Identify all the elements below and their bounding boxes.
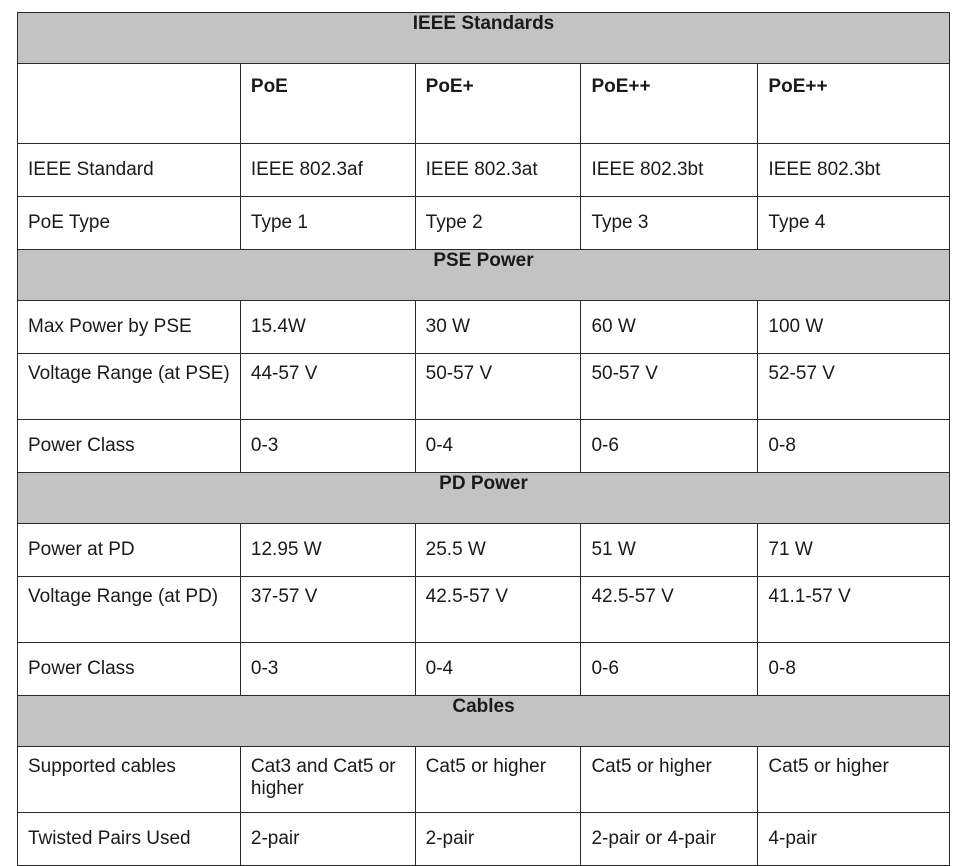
table-cell: 50-57 V	[581, 354, 758, 420]
row-label: IEEE Standard	[18, 144, 241, 197]
table-cell: 44-57 V	[240, 354, 415, 420]
table-row-poe-type	[18, 197, 950, 250]
column-header-poe-plus-plus-type4: PoE++	[758, 64, 950, 144]
table-cell: 2-pair or 4-pair	[581, 813, 758, 866]
table-cell: Cat5 or higher	[581, 747, 758, 813]
section-row-pse-power	[18, 250, 950, 301]
table-cell: 0-6	[581, 420, 758, 473]
section-header-pse-power: PSE Power	[18, 250, 950, 301]
table-cell: 12.95 W	[240, 524, 415, 577]
table-cell: IEEE 802.3at	[415, 144, 581, 197]
table-cell: 0-8	[758, 643, 950, 696]
table-cell: IEEE 802.3bt	[581, 144, 758, 197]
column-header-poe-plus-plus-type3: PoE++	[581, 64, 758, 144]
table-row-voltage-range-pd	[18, 577, 950, 643]
table-row-supported-cables	[18, 747, 950, 813]
table-cell: 37-57 V	[240, 577, 415, 643]
table-cell: 71 W	[758, 524, 950, 577]
table-cell: 100 W	[758, 301, 950, 354]
table-row-power-at-pd	[18, 524, 950, 577]
row-label: PoE Type	[18, 197, 241, 250]
table-cell: 4-pair	[758, 813, 950, 866]
row-label: Twisted Pairs Used	[18, 813, 241, 866]
table-cell: IEEE 802.3bt	[758, 144, 950, 197]
row-label: Voltage Range (at PD)	[18, 577, 241, 643]
table-cell: 2-pair	[415, 813, 581, 866]
table-cell: Type 1	[240, 197, 415, 250]
column-header-poe: PoE	[240, 64, 415, 144]
table-cell: 0-3	[240, 420, 415, 473]
table-row-power-class-pd	[18, 643, 950, 696]
column-header-empty	[18, 64, 241, 144]
table-cell: Type 3	[581, 197, 758, 250]
row-label: Power at PD	[18, 524, 241, 577]
table-cell: Cat5 or higher	[415, 747, 581, 813]
section-header-pd-power: PD Power	[18, 473, 950, 524]
section-row-ieee-standards	[18, 13, 950, 64]
table-cell: 0-3	[240, 643, 415, 696]
row-label: Max Power by PSE	[18, 301, 241, 354]
table-cell: Cat3 and Cat5 or higher	[240, 747, 415, 813]
table-cell: 52-57 V	[758, 354, 950, 420]
row-label: Supported cables	[18, 747, 241, 813]
section-row-pd-power	[18, 473, 950, 524]
table-cell: 0-6	[581, 643, 758, 696]
table-cell: Type 4	[758, 197, 950, 250]
column-header-row	[18, 64, 950, 144]
table-row-twisted-pairs	[18, 813, 950, 866]
table-row-ieee-standard	[18, 144, 950, 197]
table-cell: 0-4	[415, 420, 581, 473]
table-cell: Cat5 or higher	[758, 747, 950, 813]
table-cell: 15.4W	[240, 301, 415, 354]
table-row-voltage-range-pse	[18, 354, 950, 420]
table-cell: 2-pair	[240, 813, 415, 866]
table-row-power-class-pse	[18, 420, 950, 473]
table-cell: 42.5-57 V	[415, 577, 581, 643]
table-cell: 0-8	[758, 420, 950, 473]
poe-standards-table	[17, 12, 950, 866]
section-header-cables: Cables	[18, 696, 950, 747]
table-row-max-power-pse	[18, 301, 950, 354]
column-header-poe-plus: PoE+	[415, 64, 581, 144]
row-label: Power Class	[18, 420, 241, 473]
table-cell: Type 2	[415, 197, 581, 250]
table-cell: 0-4	[415, 643, 581, 696]
table-cell: 50-57 V	[415, 354, 581, 420]
table-cell: 25.5 W	[415, 524, 581, 577]
table-cell: IEEE 802.3af	[240, 144, 415, 197]
table-cell: 51 W	[581, 524, 758, 577]
row-label: Power Class	[18, 643, 241, 696]
row-label: Voltage Range (at PSE)	[18, 354, 241, 420]
table-cell: 30 W	[415, 301, 581, 354]
section-row-cables	[18, 696, 950, 747]
section-header-ieee-standards: IEEE Standards	[18, 13, 950, 64]
table-cell: 42.5-57 V	[581, 577, 758, 643]
table-cell: 41.1-57 V	[758, 577, 950, 643]
table-cell: 60 W	[581, 301, 758, 354]
